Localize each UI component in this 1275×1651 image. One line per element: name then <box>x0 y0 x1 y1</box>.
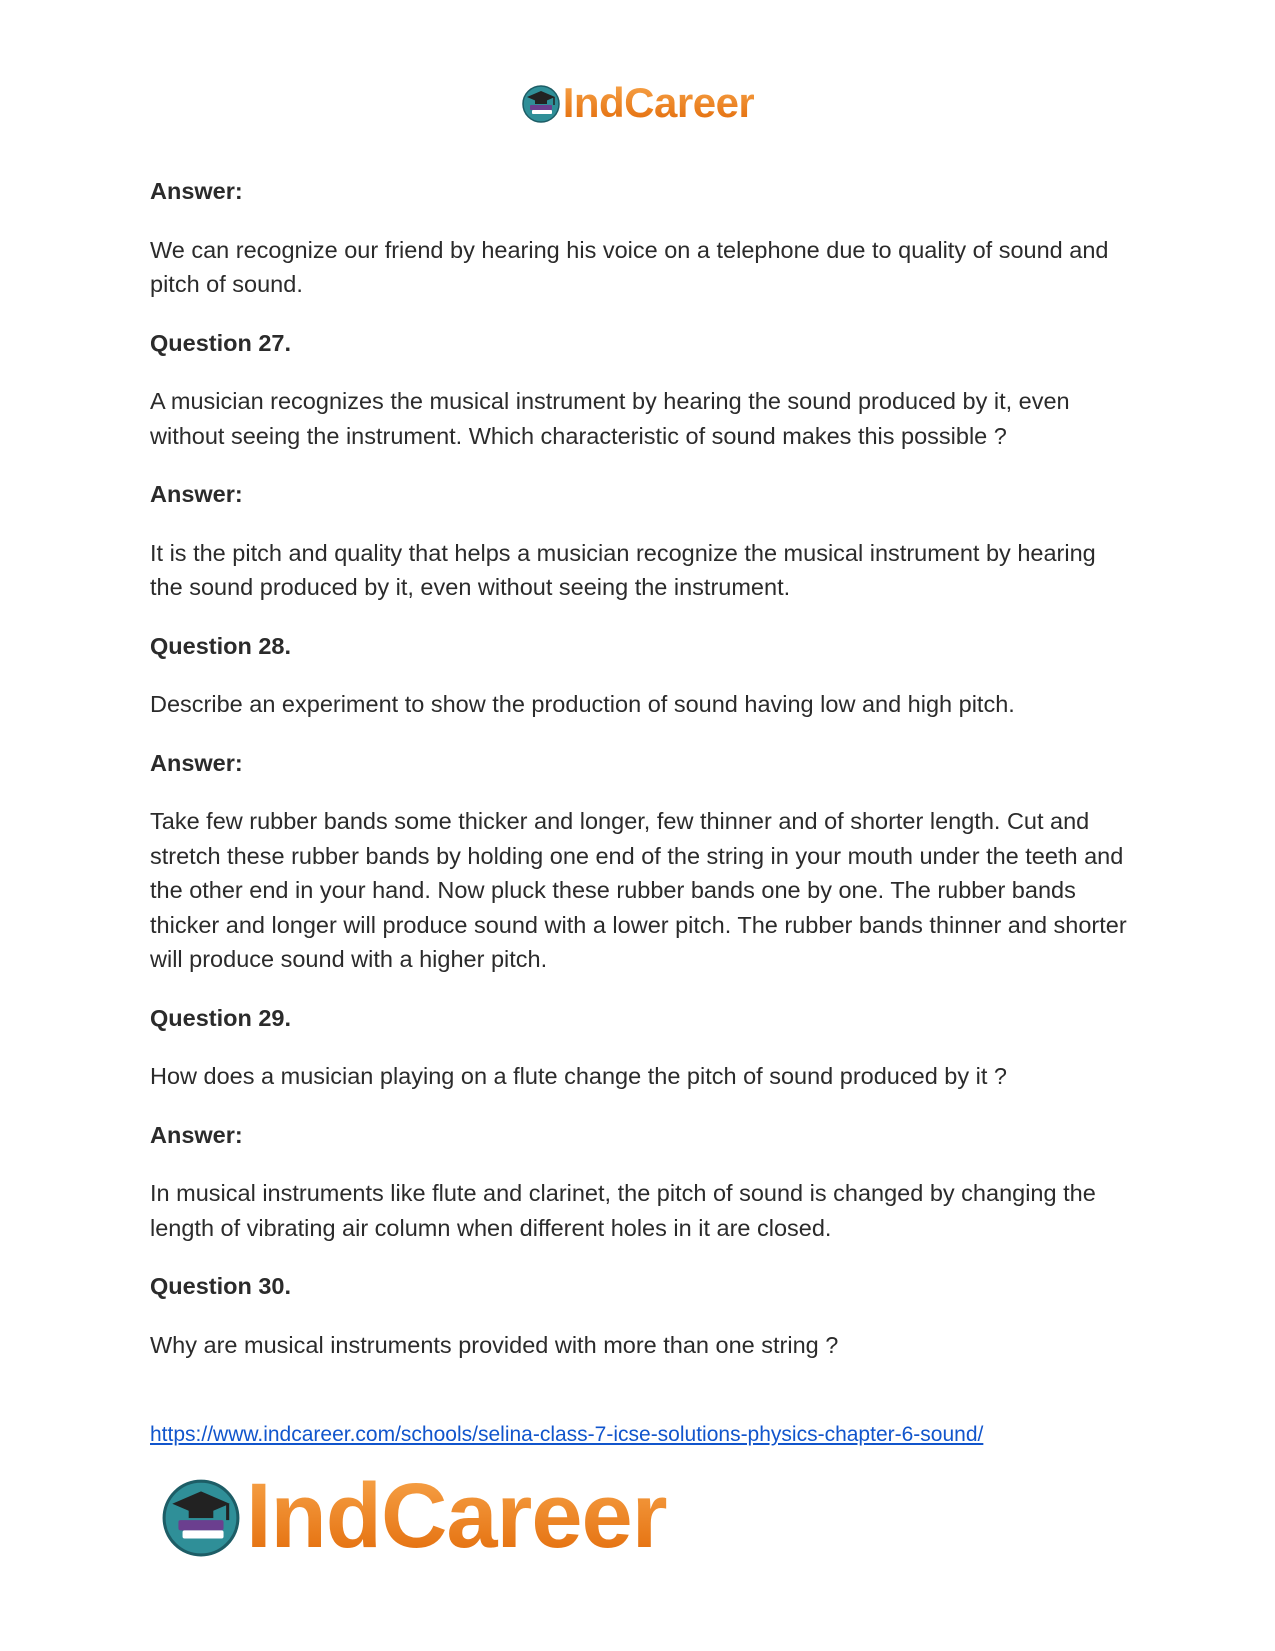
answer-heading: Answer: <box>150 481 243 507</box>
question-text: Why are musical instruments provided with more than one string ? <box>150 1331 839 1358</box>
question-text: A musician recognizes the musical instrument by hearing the sound produced by it, even without seeing the instrument. Which characteristic of sound makes this possible ? <box>150 388 1070 449</box>
question-heading: Question 30. <box>150 1273 292 1299</box>
question-heading: Question 29. <box>150 1004 292 1031</box>
question-heading: Question 28. <box>150 632 292 659</box>
answer-text: In musical instruments like flute and clarinet, the pitch of sound is changed by changing the length of vibrating air column when different holes in it are closed. <box>150 1180 1096 1241</box>
header-logo <box>0 78 1275 128</box>
footer-logo-text: IndCareer <box>246 1465 667 1567</box>
answer-text: We can recognize our friend by hearing his voice on a telephone due to quality of sound and pitch of sound. <box>150 236 1109 297</box>
answer-heading: Answer: <box>150 178 243 204</box>
document-body <box>150 174 1130 1386</box>
answer-text: Take few rubber bands some thicker and longer, few thinner and of shorter length. Cut and stretch these rubber bands by holding one end of the string in your mouth under the teeth and the other end in your hand. Now pluck these rubber bands one by one. The rubber bands thicker and longer will produce sound with a lower pitch. The rubber bands thinner and shorter will produce sound with a higher pitch. <box>150 808 1127 972</box>
question-text: How does a musician playing on a flute change the pitch of sound produced by it ? <box>150 1063 1007 1089</box>
answer-text: It is the pitch and quality that helps a musician recognize the musical instrument by hearing the sound produced by it, even without seeing the instrument. <box>150 539 1096 600</box>
question-text: Describe an experiment to show the production of sound having low and high pitch. <box>150 691 1015 717</box>
answer-heading: Answer: <box>150 749 243 776</box>
graduation-cap-book-icon <box>160 1475 242 1557</box>
graduation-cap-book-icon <box>521 83 561 123</box>
header-logo-text: IndCareer <box>562 79 755 126</box>
footer-logo <box>160 1465 667 1567</box>
answer-heading: Answer: <box>150 1121 243 1148</box>
source-link[interactable]: https://www.indcareer.com/schools/selina-class-7-icse-solutions-physics-chapter-6-sound/ <box>150 1423 984 1446</box>
question-heading: Question 27. <box>150 329 292 356</box>
